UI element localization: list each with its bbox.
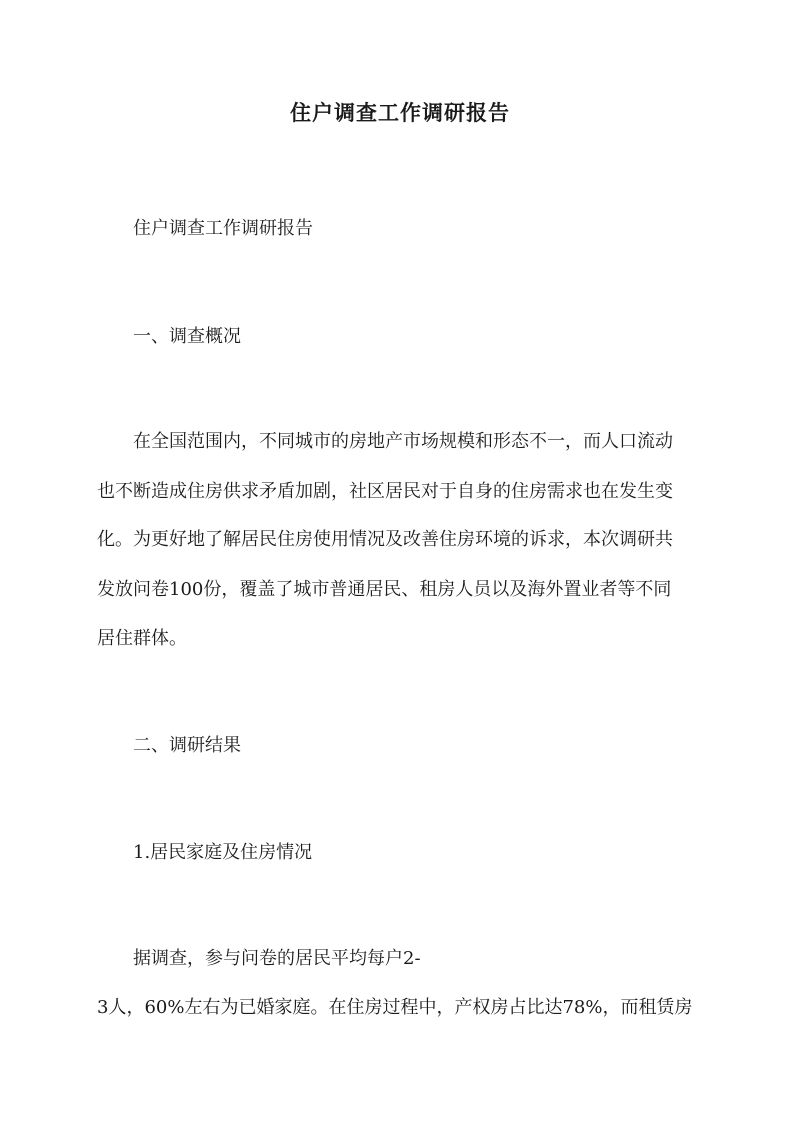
- document-title: 住户调查工作调研报告: [290, 100, 510, 125]
- report-subtitle: 住户调查工作调研报告: [133, 218, 313, 239]
- paragraph-line: 在全国范围内，不同城市的房地产市场规模和形态不一，而人口流动: [133, 431, 673, 452]
- paragraph-line: 居住群体。: [97, 628, 187, 649]
- section-heading-results: 二、调研结果: [133, 735, 241, 756]
- paragraph-line: 化。为更好地了解居民住房使用情况及改善住房环境的诉求，本次调研共: [97, 529, 673, 550]
- paragraph-line: 也不断造成住房供求矛盾加剧，社区居民对于自身的住房需求也在发生变: [97, 481, 673, 502]
- section-heading-overview: 一、调查概况: [133, 326, 241, 347]
- paragraph-line: 据调查，参与问卷的居民平均每户2-: [133, 948, 421, 969]
- paragraph-line: 3人，60%左右为已婚家庭。在住房过程中，产权房占比达78%，而租赁房: [97, 997, 693, 1018]
- subsection-heading-housing: 1.居民家庭及住房情况: [133, 842, 313, 863]
- paragraph-line: 发放问卷100份，覆盖了城市普通居民、租房人员以及海外置业者等不同: [97, 579, 672, 600]
